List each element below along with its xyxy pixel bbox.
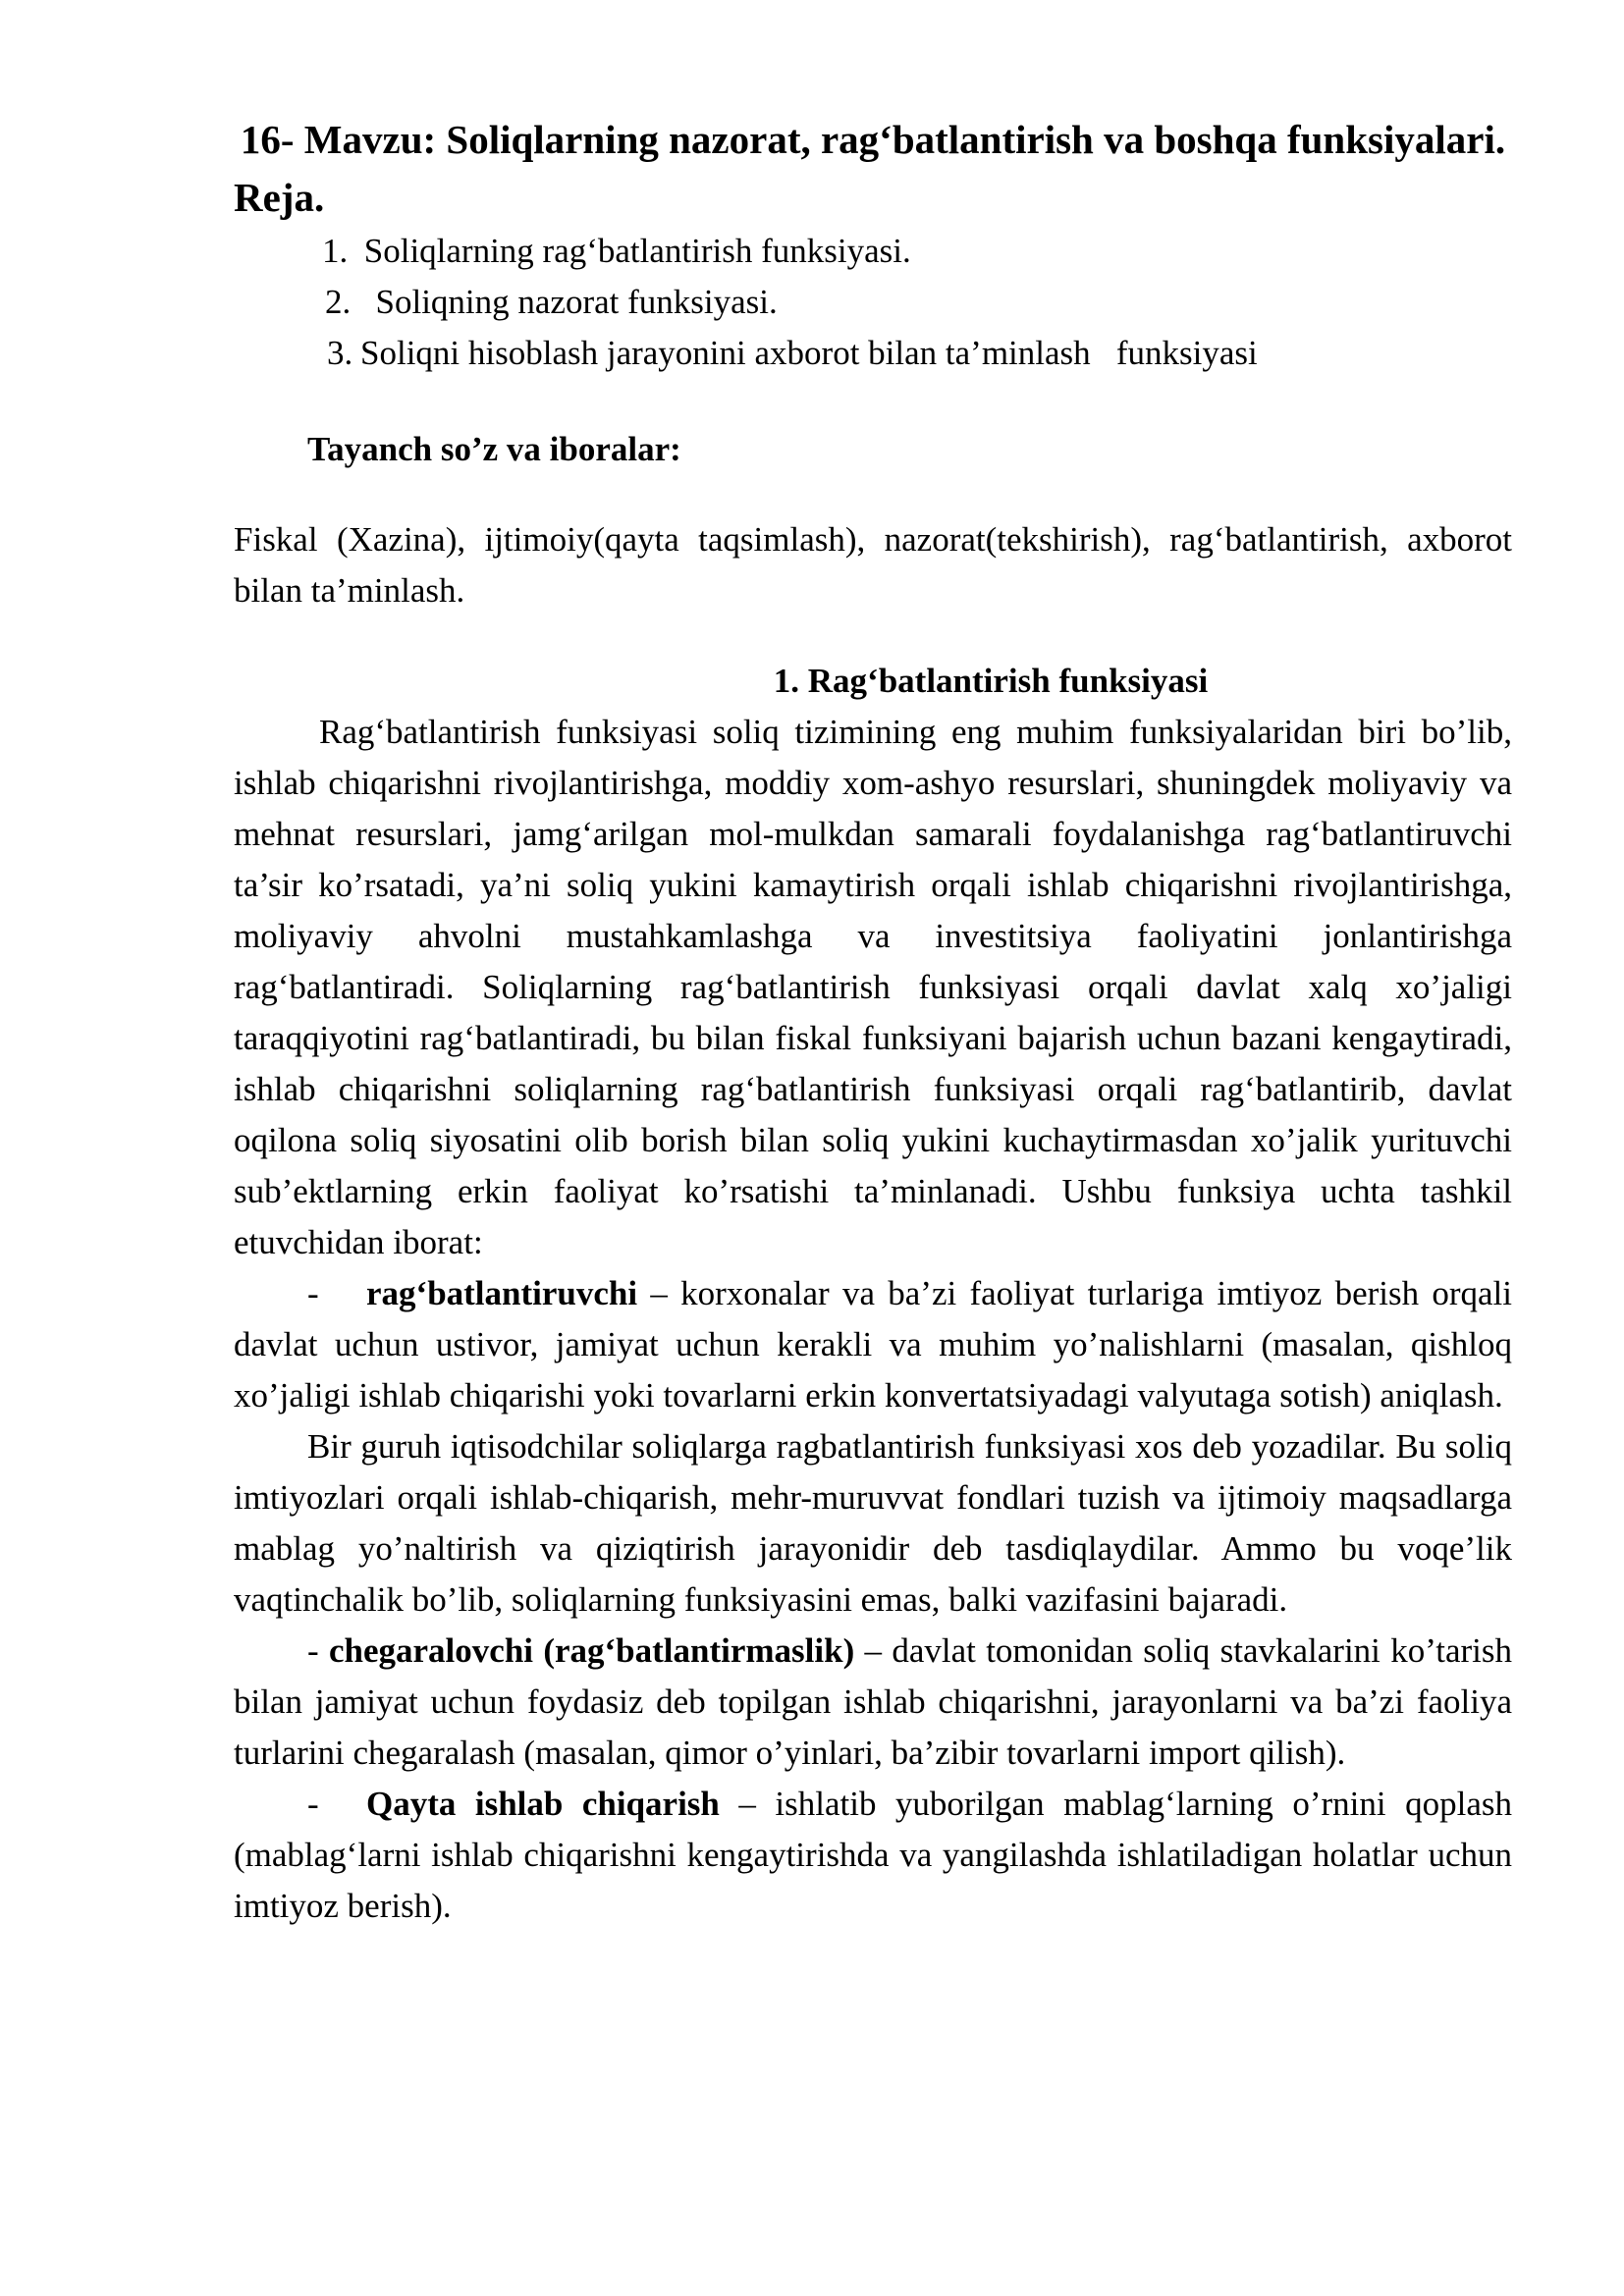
plan-heading: Reja. bbox=[234, 175, 325, 220]
document-content bbox=[234, 110, 1512, 1932]
bullet-dash: - bbox=[307, 1274, 319, 1312]
bullet-term: chegaralovchi (rag‘batlantirmaslik) bbox=[328, 1631, 855, 1670]
keywords-text: Fiskal (Xazina), ijtimoiy(qayta taqsimlash), nazorat(tekshirish), rag‘batlantirish, axborot bilan ta’minlash. bbox=[234, 520, 1512, 610]
plan-item bbox=[234, 226, 1512, 277]
bullet-text: – ishlatib yuborilgan mablag‘larning o’rnini qoplash (mablag‘larni ishlab chiqarishni kengaytirishda va yangilashda ishlatiladigan holatlar uchun imtiyoz berish). bbox=[234, 1785, 1512, 1925]
bullet-dash: - bbox=[307, 1631, 329, 1670]
plan-item-text: Soliqning nazorat funksiyasi. bbox=[358, 283, 778, 321]
plan-item bbox=[234, 277, 1512, 328]
bullet-term: rag‘batlantiruvchi bbox=[366, 1274, 638, 1312]
plan-item-text: Soliqlarning rag‘batlantirish funksiyasi. bbox=[355, 232, 911, 270]
section-heading: 1. Rag‘batlantirish funksiyasi bbox=[773, 662, 1209, 700]
body-paragraph: Rag‘batlantirish funksiyasi soliq tizimining eng muhim funksiyalaridan biri bo’lib, ishlab chiqarishni rivojlantirishga, moddiy xom-ashyo resurslari, shuningdek moliyaviy va mehnat resurslari, jamg‘arilgan mol-mulkdan samarali foydalanishga rag‘batlantiruvchi ta’sir ko’rsatadi, ya’ni soliq yukini kamaytirish orqali ishlab chiqarishni rivojlantirishga, moliyaviy ahvolni mustahkamlashga va investitsiya faoliyatini jonlantirishga rag‘batlantiradi. Soliqlarning rag‘batlantirish funksiyasi orqali davlat xalq xo’jaligi taraqqiyotini rag‘batlantiradi, bu bilan fiskal funksiyani bajarish uchun bazani kengaytiradi, ishlab chiqarishni soliqlarning rag‘batlantirish funksiyasi orqali rag‘batlantirib, davlat oqilona soliq siyosatini olib borish bilan soliq yukini kuchaytirmasdan xo’jalik yurituvchi sub’ektlarning erkin faoliyat ko’rsatishi ta’minlanadi. Ushbu funksiya uchta tashkil etuvchidan iborat: bbox=[234, 713, 1512, 1261]
bullet-text: – davlat tomonidan soliq stavkalarini ko’tarish bilan jamiyat uchun foydasiz deb topilgan ishlab chiqarishni, jarayonlarni va ba’zi faoliya turlarini chegaralash (masalan, qimor o’yinlari, ba’zibir tovarlarni import qilish). bbox=[234, 1631, 1512, 1772]
plan-item-number: 2. bbox=[325, 283, 352, 321]
document-title: 16- Mavzu: Soliqlarning nazorat, rag‘batlantirish va boshqa funksiyalari. bbox=[240, 117, 1506, 162]
plan-item-text: Soliqni hisoblash jarayonini axborot bilan ta’minlash funksiyasi bbox=[360, 334, 1258, 372]
bullet-item bbox=[234, 1268, 1512, 1421]
keywords-heading: Tayanch so’z va iboralar: bbox=[307, 430, 681, 468]
body-paragraph: Bir guruh iqtisodchilar soliqlarga ragbatlantirish funksiyasi xos deb yozadilar. Bu soliq imtiyozlari orqali ishlab-chiqarish, mehr-muruvvat fondlari tuzish va ijtimoiy maqsadlarga mablag yo’naltirish va qiziqtirish jarayonidir deb tasdiqlaydilar. Ammo bu voqe’lik vaqtinchalik bo’lib, soliqlarning funksiyasini emas, balki vazifasini bajaradi. bbox=[234, 1427, 1512, 1619]
bullet-item bbox=[234, 1626, 1512, 1779]
plan-item-number: 1. bbox=[322, 232, 349, 270]
bullet-dash: - bbox=[307, 1785, 319, 1823]
bullet-term: Qayta ishlab chiqarish bbox=[366, 1785, 720, 1823]
plan-item-number: 3. bbox=[327, 334, 353, 372]
bullet-item bbox=[234, 1779, 1512, 1932]
plan-item bbox=[234, 328, 1512, 379]
bullet-text: – korxonalar va ba’zi faoliyat turlariga imtiyoz berish orqali davlat uchun ustivor, jamiyat uchun kerakli va muhim yo’nalishlarni (masalan, qishloq xo’jaligi ishlab chiqarishi yoki tovarlarni erkin konvertatsiyadagi valyutaga sotish) aniqlash. bbox=[234, 1274, 1512, 1415]
plan-list bbox=[234, 226, 1512, 379]
